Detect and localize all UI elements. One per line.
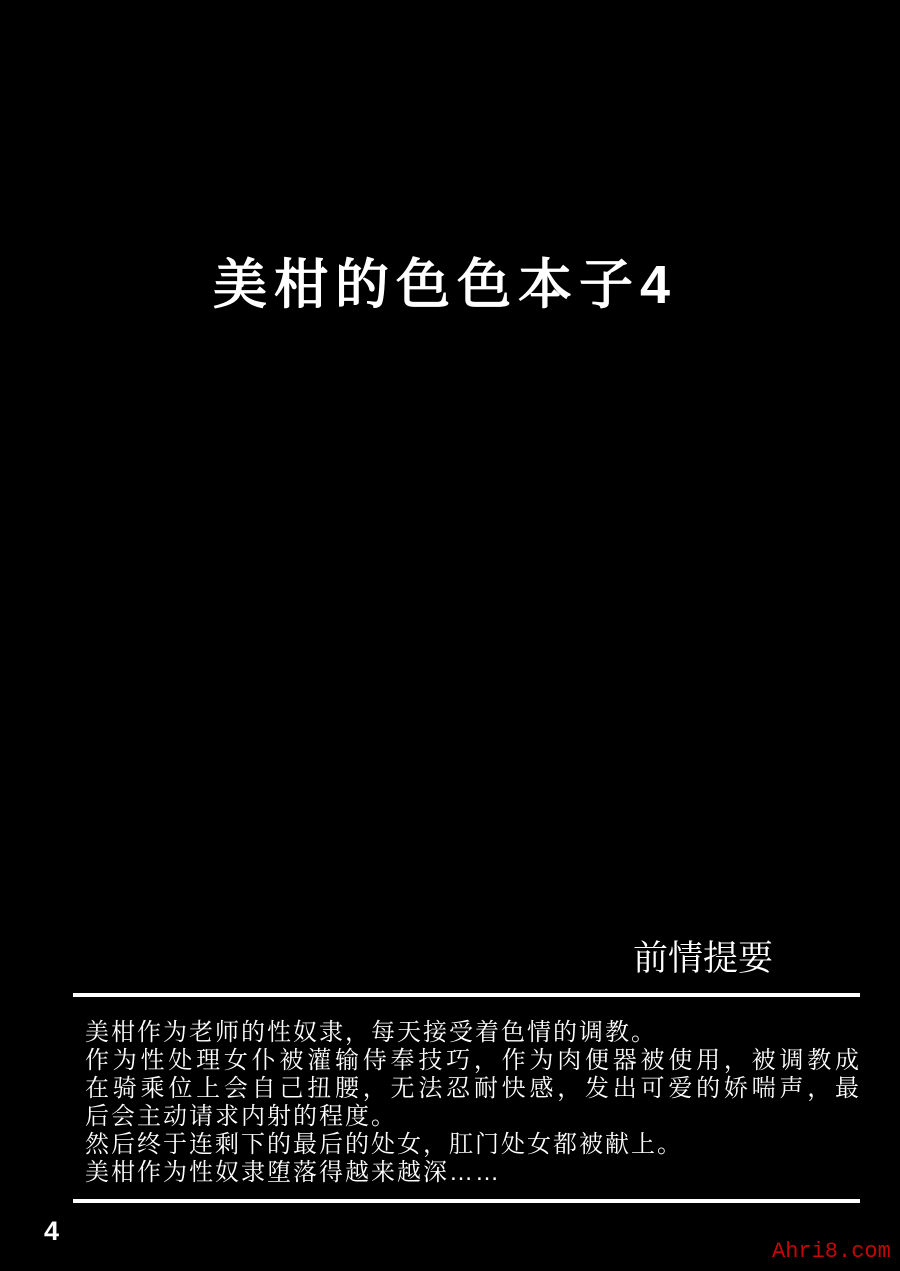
recap-line-3: 在骑乘位上会自己扭腰，无法忍耐快感，发出可爱的娇喘声，最 xyxy=(85,1075,861,1102)
recap-heading: 前情提要 xyxy=(633,939,774,978)
recap-line-5: 然后终于连剩下的最后的处女，肛门处女都被献上。 xyxy=(85,1131,683,1158)
recap-line-4: 后会主动请求内射的程度。 xyxy=(85,1103,397,1130)
divider-top xyxy=(73,993,860,997)
page-number: 4 xyxy=(44,1216,60,1246)
page-title: 美柑的色色本子4 xyxy=(213,255,678,315)
recap-line-6: 美柑作为性奴隶堕落得越来越深…… xyxy=(85,1159,501,1186)
recap-line-2: 作为性处理女仆被灌输侍奉技巧，作为肉便器被使用，被调教成 xyxy=(85,1047,861,1074)
recap-line-1: 美柑作为老师的性奴隶，每天接受着色情的调教。 xyxy=(85,1019,657,1046)
recap-text xyxy=(85,1019,861,1187)
watermark: Ahri8.com xyxy=(772,1239,891,1264)
divider-bottom xyxy=(73,1199,860,1203)
